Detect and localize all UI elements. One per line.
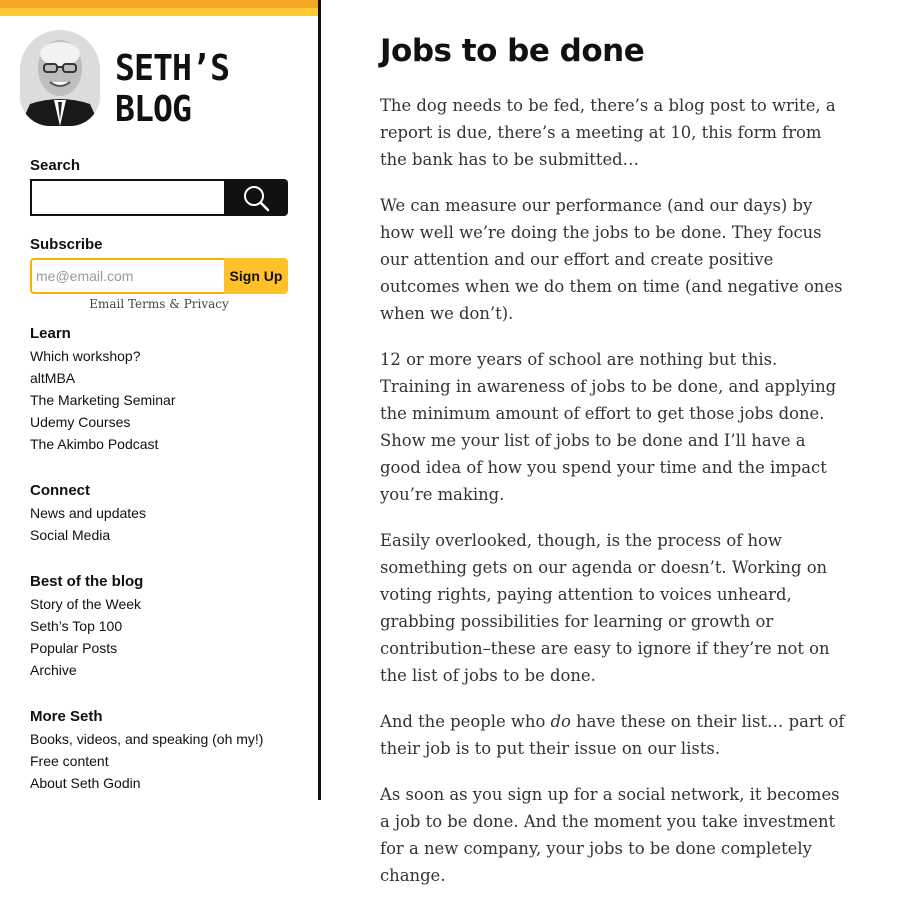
post-title[interactable]: Jobs to be done [380, 33, 645, 69]
sidebar-link[interactable] [30, 433, 176, 455]
search-button[interactable] [224, 179, 288, 216]
blog-logo[interactable] [20, 30, 300, 128]
post-paragraph: As soon as you sign up for a social network, it becomes a job to be done. And the moment you take investment for a new company, your jobs to be done completely change. [380, 785, 840, 885]
sidebar-link[interactable] [30, 411, 176, 433]
blog-name: SETH’S BLOG [115, 48, 230, 130]
learn-links [30, 345, 176, 455]
sidebar-link[interactable] [30, 593, 141, 615]
post-body [380, 92, 845, 908]
section-heading-best-of: Best of the blog [30, 573, 144, 590]
post-text: have these on their list… part of their job is to put their issue on our lists. [380, 712, 845, 758]
link-social-media[interactable]: Social Media [30, 527, 111, 543]
search-heading: Search [30, 157, 81, 174]
link-altmba[interactable]: altMBA [30, 370, 76, 386]
email-field[interactable] [30, 258, 224, 294]
sidebar-link[interactable] [30, 659, 141, 681]
link-marketing-seminar[interactable]: The Marketing Seminar [30, 392, 176, 408]
subscribe-form [30, 258, 288, 294]
sidebar-link[interactable] [30, 502, 146, 524]
post-paragraph: We can measure our performance (and our days) by how well we’re doing the jobs to be done. They focus our attention and our effort and create positive outcomes when we do them on time (and negative ones when we don’t). [380, 196, 843, 323]
sign-up-button[interactable]: Sign Up [224, 258, 288, 294]
link-story-of-week[interactable]: Story of the Week [30, 596, 142, 612]
avatar [20, 30, 100, 126]
post-emphasis: do [550, 712, 571, 731]
sidebar-link[interactable] [30, 524, 146, 546]
post-paragraph [380, 708, 845, 762]
sidebar-link[interactable] [30, 728, 263, 750]
link-which-workshop[interactable]: Which workshop? [30, 348, 141, 364]
search-form [30, 179, 288, 216]
post-text: And the people who [380, 712, 551, 731]
link-news-updates[interactable]: News and updates [30, 505, 146, 521]
link-books-videos[interactable]: Books, videos, and speaking (oh my!) [30, 731, 264, 747]
post-paragraph: 12 or more years of school are nothing but this. Training in awareness of jobs to be done, and applying the minimum amount of effort to get those jobs done. Show me your list of jobs to be done and I’ll have a good idea of how you spend your time and the impact you’re making. [380, 350, 837, 504]
link-udemy-courses[interactable]: Udemy Courses [30, 414, 131, 430]
section-heading-learn: Learn [30, 325, 71, 342]
sidebar-link[interactable] [30, 750, 263, 772]
link-free-content[interactable]: Free content [30, 753, 109, 769]
best-of-links [30, 593, 141, 681]
sidebar-link[interactable] [30, 345, 176, 367]
link-akimbo-podcast[interactable]: The Akimbo Podcast [30, 436, 159, 452]
section-heading-connect: Connect [30, 482, 90, 499]
post-paragraph: Easily overlooked, though, is the process of how something gets on our agenda or doesn’t. Working on voting rights, paying attention to voices unheard, grabbing possibilities for learning or growth or contribution–these are easy to ignore if they’re not on the list of jobs to be done. [380, 531, 830, 685]
link-popular-posts[interactable]: Popular Posts [30, 640, 118, 656]
author-portrait-icon [20, 30, 100, 126]
subscribe-heading: Subscribe [30, 236, 103, 253]
link-about-seth[interactable]: About Seth Godin [30, 775, 141, 791]
search-icon [224, 179, 288, 216]
sidebar-link[interactable] [30, 637, 141, 659]
sidebar-link[interactable] [30, 615, 141, 637]
section-heading-more-seth: More Seth [30, 708, 103, 725]
accent-stripe [0, 0, 318, 16]
sidebar-link[interactable] [30, 367, 176, 389]
link-top-100[interactable]: Seth’s Top 100 [30, 618, 123, 634]
link-archive[interactable]: Archive [30, 662, 77, 678]
sidebar [0, 0, 321, 800]
sidebar-link[interactable] [30, 772, 263, 794]
connect-links [30, 502, 146, 546]
search-input[interactable] [30, 179, 224, 216]
sidebar-link[interactable] [30, 389, 176, 411]
post-paragraph: The dog needs to be fed, there’s a blog post to write, a report is due, there’s a meeting at 10, this form from the bank has to be submitted… [380, 96, 836, 169]
more-seth-links [30, 728, 263, 794]
email-terms-link[interactable]: Email Terms & Privacy [89, 297, 229, 311]
